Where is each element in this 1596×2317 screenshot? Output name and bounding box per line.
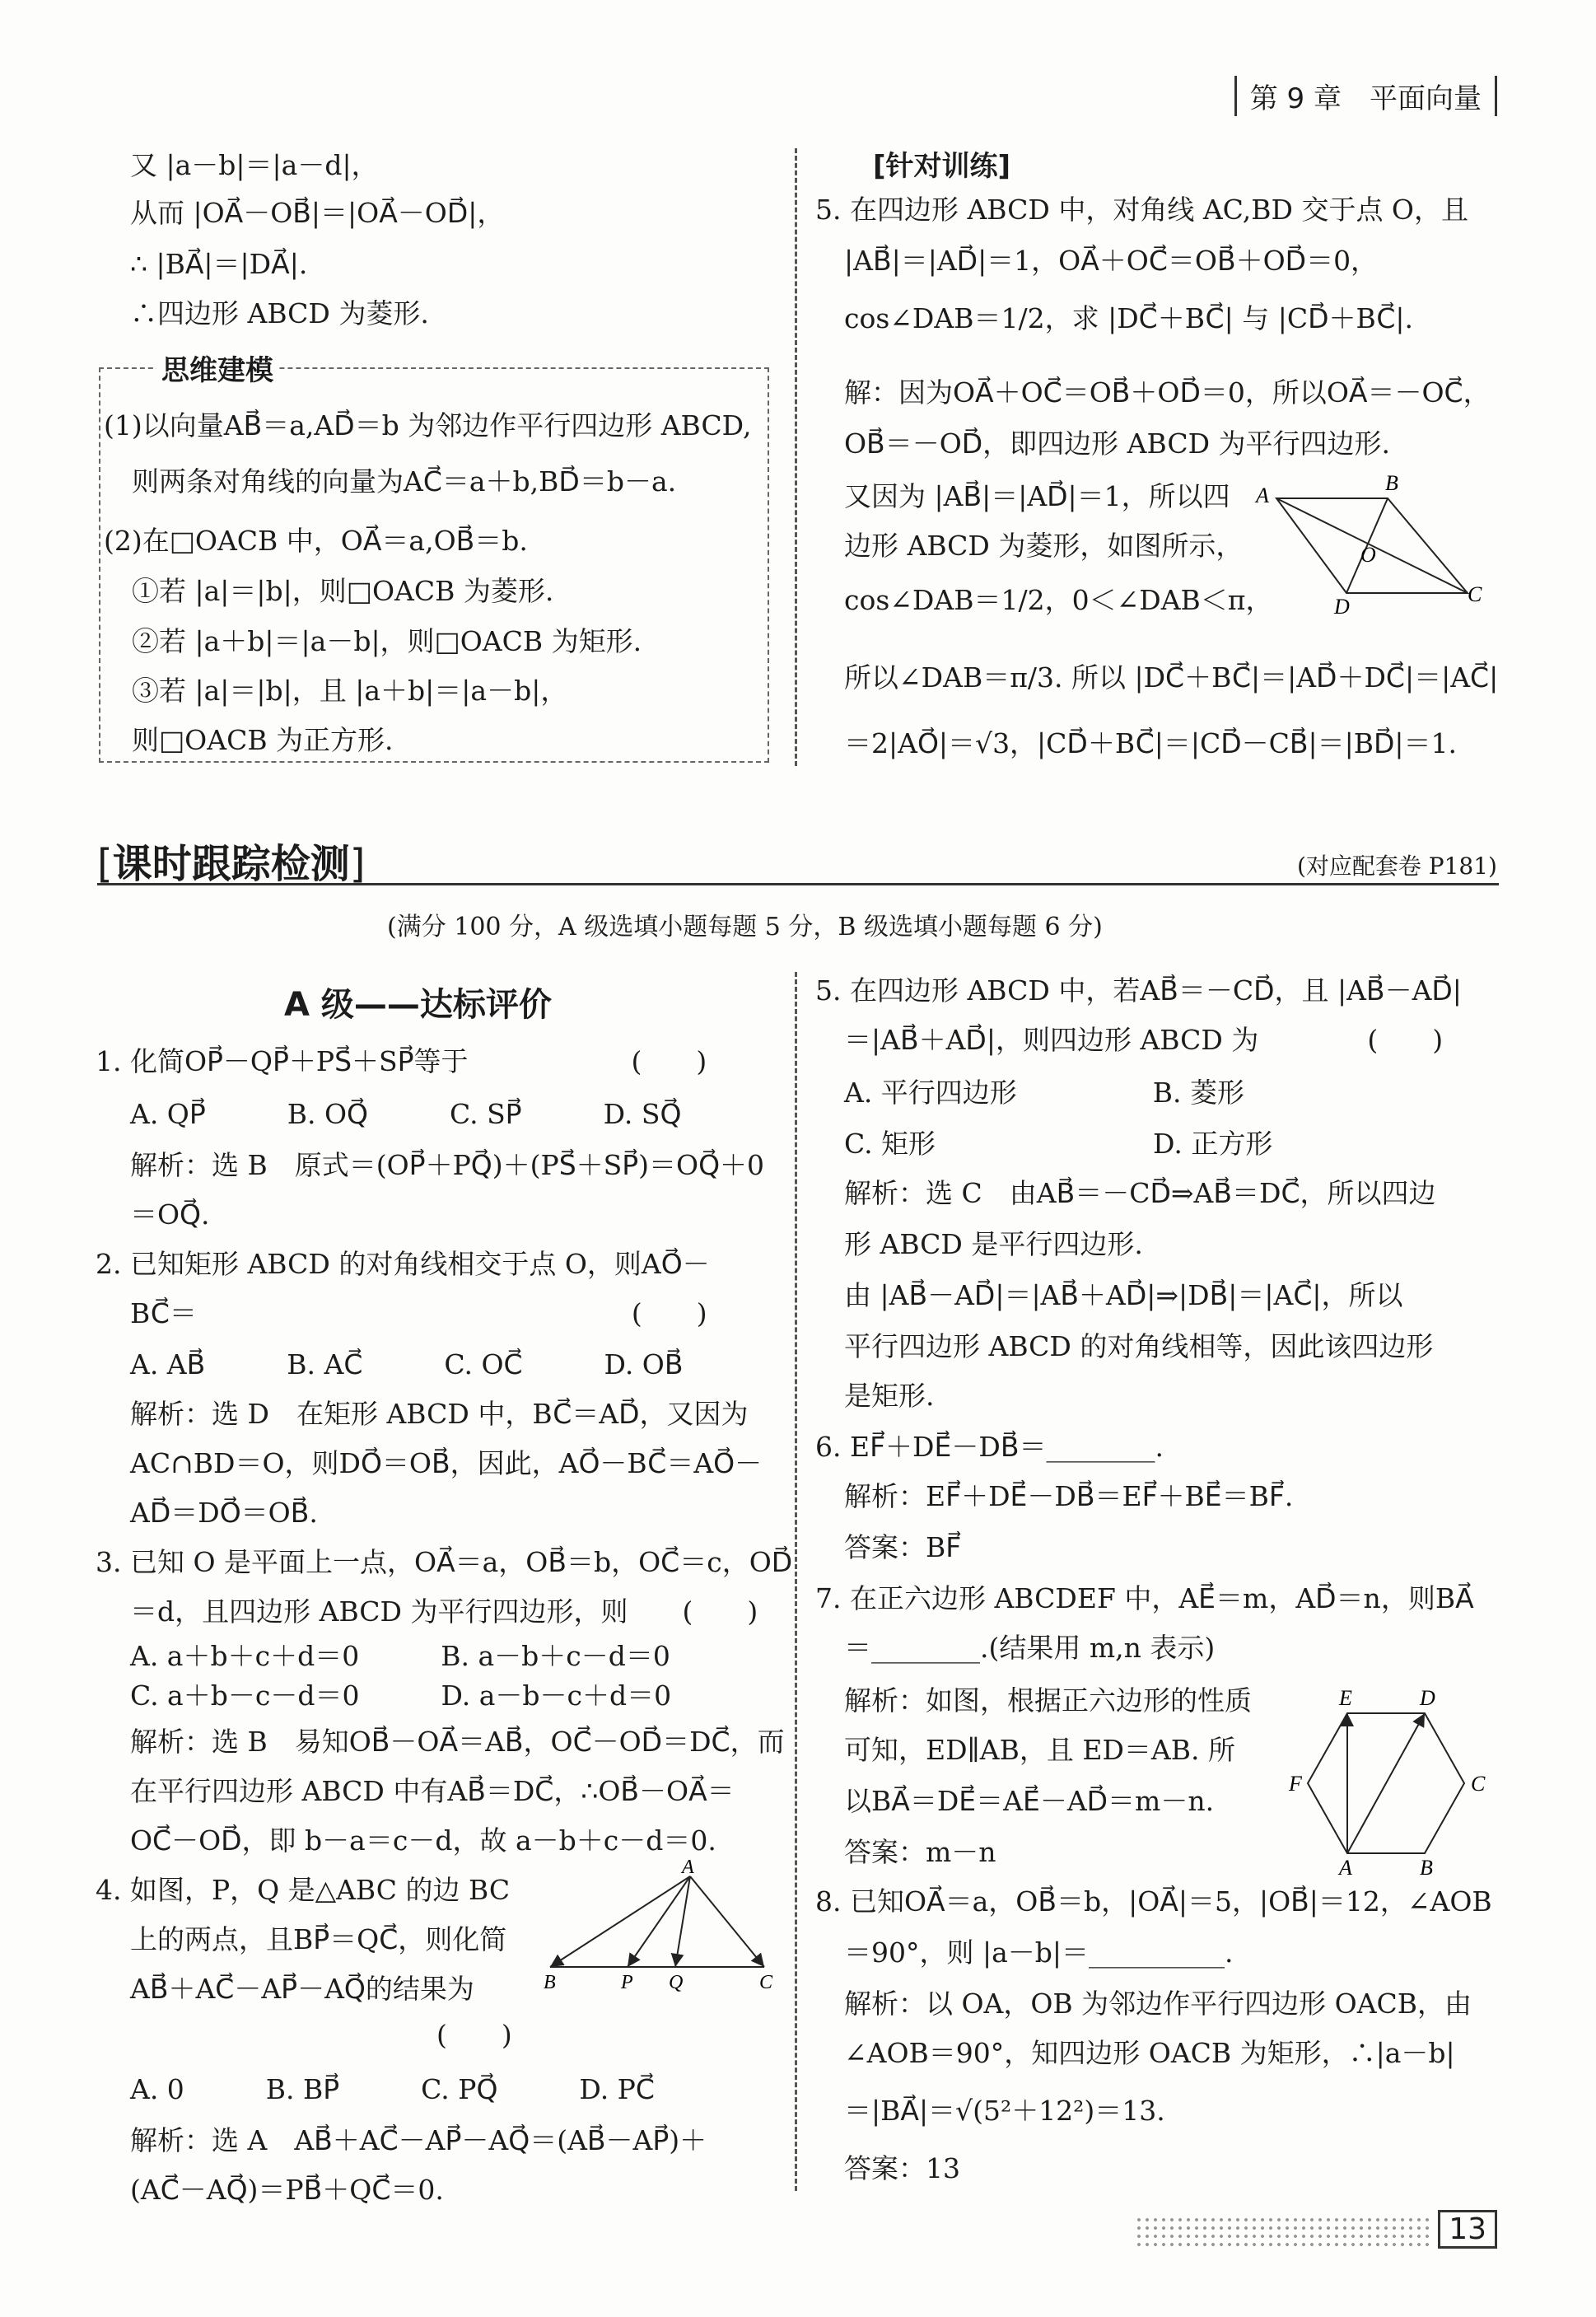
text-line: ∴四边形 ABCD 为菱形. — [130, 297, 429, 329]
text-line: 8. 已知OA⃗＝a，OB⃗＝b，|OA⃗|＝5，|OB⃗|＝12，∠AOB — [815, 1885, 1492, 1918]
text-line: 所以∠DAB＝π/3. 所以 |DC⃗＋BC⃗|＝|AD⃗＋DC⃗|＝|AC⃗| — [844, 661, 1499, 694]
figure-label: B — [544, 1972, 556, 1992]
text-line: 解析：选 D 在矩形 ABCD 中，BC⃗＝AD⃗，又因为 — [130, 1398, 749, 1430]
text-line: ∠AOB＝90°，知四边形 OACB 为矩形，∴|a－b| — [844, 2037, 1455, 2069]
text-line: 解析：EF⃗＋DE⃗－DB⃗＝EF⃗＋BE⃗＝BF⃗. — [844, 1480, 1294, 1512]
text-line: (AC⃗－AQ⃗)＝PB⃗＋QC⃗＝0. — [130, 2174, 444, 2206]
text-line: A. 平行四边形 B. 菱形 — [844, 1077, 1245, 1109]
text-line: AD⃗＝DO⃗＝OB⃗. — [130, 1497, 318, 1529]
section-ref: (对应配套卷 P181) — [1296, 853, 1497, 880]
text-line: 是矩形. — [844, 1380, 935, 1412]
figure-label: P — [621, 1972, 633, 1992]
text-line: 3. 已知 O 是平面上一点，OA⃗＝a，OB⃗＝b，OC⃗＝c，OD⃗ — [96, 1546, 793, 1578]
text-line: 又 |a－b|＝|a－d|， — [130, 149, 379, 181]
figure-label: C — [759, 1972, 773, 1992]
text-line: C. 矩形 D. 正方形 — [844, 1128, 1273, 1160]
text-line: cos∠DAB＝1/2，求 |DC⃗＋BC⃗| 与 |CD⃗＋BC⃗|. — [844, 302, 1413, 334]
column-divider — [795, 972, 797, 2191]
hexagon-figure — [1285, 1680, 1499, 1878]
figure-label: O — [1360, 543, 1376, 567]
figure-label: C — [1468, 582, 1482, 606]
score-note: (满分 100 分，A 级选填小题每题 5 分，B 级选填小题每题 6 分) — [387, 913, 1103, 941]
text-line: 解析：如图，根据正六边形的性质 — [844, 1684, 1252, 1717]
chapter-header: 第 9 章 平面向量 — [1234, 76, 1497, 116]
figure-label: B — [1385, 471, 1398, 495]
text-line: ＝________.(结果用 m,n 表示) — [844, 1632, 1216, 1664]
text-line: 解：因为OA⃗＋OC⃗＝OB⃗＋OD⃗＝0，所以OA⃗＝－OC⃗， — [844, 376, 1491, 409]
triangle-figure — [535, 1860, 782, 1992]
rhombus-figure — [1252, 469, 1491, 618]
text-line: ＝2|AO⃗|＝√3，|CD⃗＋BC⃗|＝|CD⃗－CB⃗|＝|BD⃗|＝1. — [844, 727, 1458, 759]
text-line: 答案：BF⃗ — [844, 1531, 962, 1563]
text-line: 由 |AB⃗－AD⃗|＝|AB⃗＋AD⃗|⇒|DB⃗|＝|AC⃗|，所以 — [844, 1279, 1403, 1311]
text-line: BC⃗＝ ( ) — [130, 1297, 707, 1329]
text-line: 以BA⃗＝DE⃗＝AE⃗－AD⃗＝m－n. — [844, 1785, 1215, 1817]
text-line: 答案：m－n — [844, 1836, 996, 1868]
text-line: ＝|AB⃗＋AD⃗|，则四边形 ABCD 为 ( ) — [844, 1024, 1444, 1056]
figure-label: A — [1339, 1856, 1352, 1878]
text-line: 则□OACB 为正方形. — [132, 724, 394, 756]
text-line: 5. 在四边形 ABCD 中，对角线 AC,BD 交于点 O，且 — [815, 194, 1468, 226]
text-line: ②若 |a＋b|＝|a－b|，则□OACB 为矩形. — [132, 625, 642, 657]
text-line: 上的两点，且BP⃗＝QC⃗，则化简 — [130, 1923, 507, 1955]
text-line: ＝OQ⃗. — [130, 1198, 210, 1231]
text-line: 解析：选 B 原式＝(OP⃗＋PQ⃗)＋(PS⃗＋SP⃗)＝OQ⃗＋0 — [130, 1149, 765, 1181]
text-line: 从而 |OA⃗－OB⃗|＝|OA⃗－OD⃗|， — [130, 197, 505, 229]
text-line: 5. 在四边形 ABCD 中，若AB⃗＝－CD⃗，且 |AB⃗－AD⃗| — [815, 974, 1462, 1007]
text-line: 可知，ED∥AB，且 ED＝AB. 所 — [844, 1734, 1235, 1766]
text-line: 边形 ABCD 为菱形，如图所示， — [844, 530, 1244, 562]
text-line: 解析：选 B 易知OB⃗－OA⃗＝AB⃗，OC⃗－OD⃗＝DC⃗，而 — [130, 1726, 785, 1758]
text-line: 4. 如图，P，Q 是△ABC 的边 BC — [96, 1874, 511, 1906]
figure-label: F — [1289, 1772, 1302, 1796]
training-heading: [针对训练] — [873, 150, 1011, 183]
text-line: 解析：选 A AB⃗＋AC⃗－AP⃗－AQ⃗＝(AB⃗－AP⃗)＋ — [130, 2124, 707, 2156]
column-divider — [795, 148, 797, 766]
text-line: 1. 化简OP⃗－QP⃗＋PS⃗＋SP⃗等于 ( ) — [96, 1045, 707, 1077]
footer-dots — [1135, 2216, 1431, 2249]
text-line: A. 0 B. BP⃗ C. PQ⃗ D. PC⃗ — [130, 2073, 655, 2105]
text-line: 解析：以 OA，OB 为邻边作平行四边形 OACB，由 — [844, 1988, 1472, 2020]
text-line: C. a＋b－c－d＝0 D. a－b－c＋d＝0 — [130, 1679, 672, 1712]
text-line: ＝|BA⃗|＝√(5²＋12²)＝13. — [844, 2095, 1165, 2127]
text-line: ＝d，且四边形 ABCD 为平行四边形，则 ( ) — [130, 1595, 758, 1628]
text-line: cos∠DAB＝1/2，0＜∠DAB＜π， — [844, 584, 1273, 616]
figure-label: C — [1471, 1772, 1486, 1796]
figure-label: B — [1420, 1856, 1433, 1878]
model-box-label: 思维建模 — [156, 348, 278, 388]
level-heading: A 级——达标评价 — [284, 986, 552, 1024]
text-line: A. AB⃗ B. AC⃗ C. OC⃗ D. OB⃗ — [130, 1348, 684, 1380]
text-line: ①若 |a|＝|b|，则□OACB 为菱形. — [132, 575, 554, 607]
text-line: A. QP⃗ B. OQ⃗ C. SP⃗ D. SQ⃗ — [130, 1098, 682, 1130]
text-line: 2. 已知矩形 ABCD 的对角线相交于点 O，则AO⃗－ — [96, 1248, 710, 1280]
text-line: AB⃗＋AC⃗－AP⃗－AQ⃗的结果为 — [130, 1973, 474, 2005]
text-line: |AB⃗|＝|AD⃗|＝1，OA⃗＋OC⃗＝OB⃗＋OD⃗＝0， — [844, 245, 1379, 277]
page-number: 13 — [1438, 2210, 1497, 2249]
text-line: 则两条对角线的向量为AC⃗＝a＋b,BD⃗＝b－a. — [132, 465, 677, 498]
text-line: ＝90°，则 |a－b|＝__________. — [844, 1936, 1234, 1969]
figure-label: D — [1334, 595, 1350, 618]
text-line: A. a＋b＋c＋d＝0 B. a－b＋c－d＝0 — [130, 1640, 670, 1672]
text-line: 答案：13 — [844, 2152, 960, 2184]
section-title: [课时跟踪检测] — [97, 841, 366, 887]
figure-label: A — [682, 1860, 694, 1878]
text-line: 6. EF⃗＋DE⃗－DB⃗＝________. — [815, 1431, 1164, 1463]
text-line: 又因为 |AB⃗|＝|AD⃗|＝1，所以四 — [844, 480, 1230, 512]
text-line: 在平行四边形 ABCD 中有AB⃗＝DC⃗，∴OB⃗－OA⃗＝ — [130, 1775, 735, 1807]
text-line: AC∩BD＝O，则DO⃗＝OB⃗，因此，AO⃗－BC⃗＝AO⃗－ — [130, 1447, 763, 1479]
figure-label: D — [1420, 1686, 1435, 1710]
text-line: 7. 在正六边形 ABCDEF 中，AE⃗＝m，AD⃗＝n，则BA⃗ — [815, 1582, 1474, 1614]
text-line: (2)在□OACB 中，OA⃗＝a,OB⃗＝b. — [104, 525, 528, 557]
text-line: (1)以向量AB⃗＝a,AD⃗＝b 为邻边作平行四边形 ABCD, — [104, 409, 752, 441]
text-line: ∴ |BA⃗|＝|DA⃗|. — [130, 248, 308, 280]
text-line: OB⃗＝－OD⃗，即四边形 ABCD 为平行四边形. — [844, 427, 1391, 460]
text-line: OC⃗－OD⃗，即 b－a＝c－d，故 a－b＋c－d＝0. — [130, 1824, 716, 1857]
figure-label: A — [1256, 483, 1269, 507]
section-rule — [97, 883, 1499, 885]
figure-label: Q — [669, 1972, 684, 1992]
text-line: 平行四边形 ABCD 的对角线相等，因此该四边形 — [844, 1330, 1434, 1362]
text-line: ③若 |a|＝|b|，且 |a＋b|＝|a－b|， — [132, 675, 568, 707]
text-line: 形 ABCD 是平行四边形. — [844, 1228, 1143, 1260]
text-line: ( ) — [436, 2019, 512, 2051]
text-line: 解析：选 C 由AB⃗＝－CD⃗⇒AB⃗＝DC⃗，所以四边 — [844, 1177, 1436, 1209]
figure-label: E — [1339, 1686, 1352, 1710]
